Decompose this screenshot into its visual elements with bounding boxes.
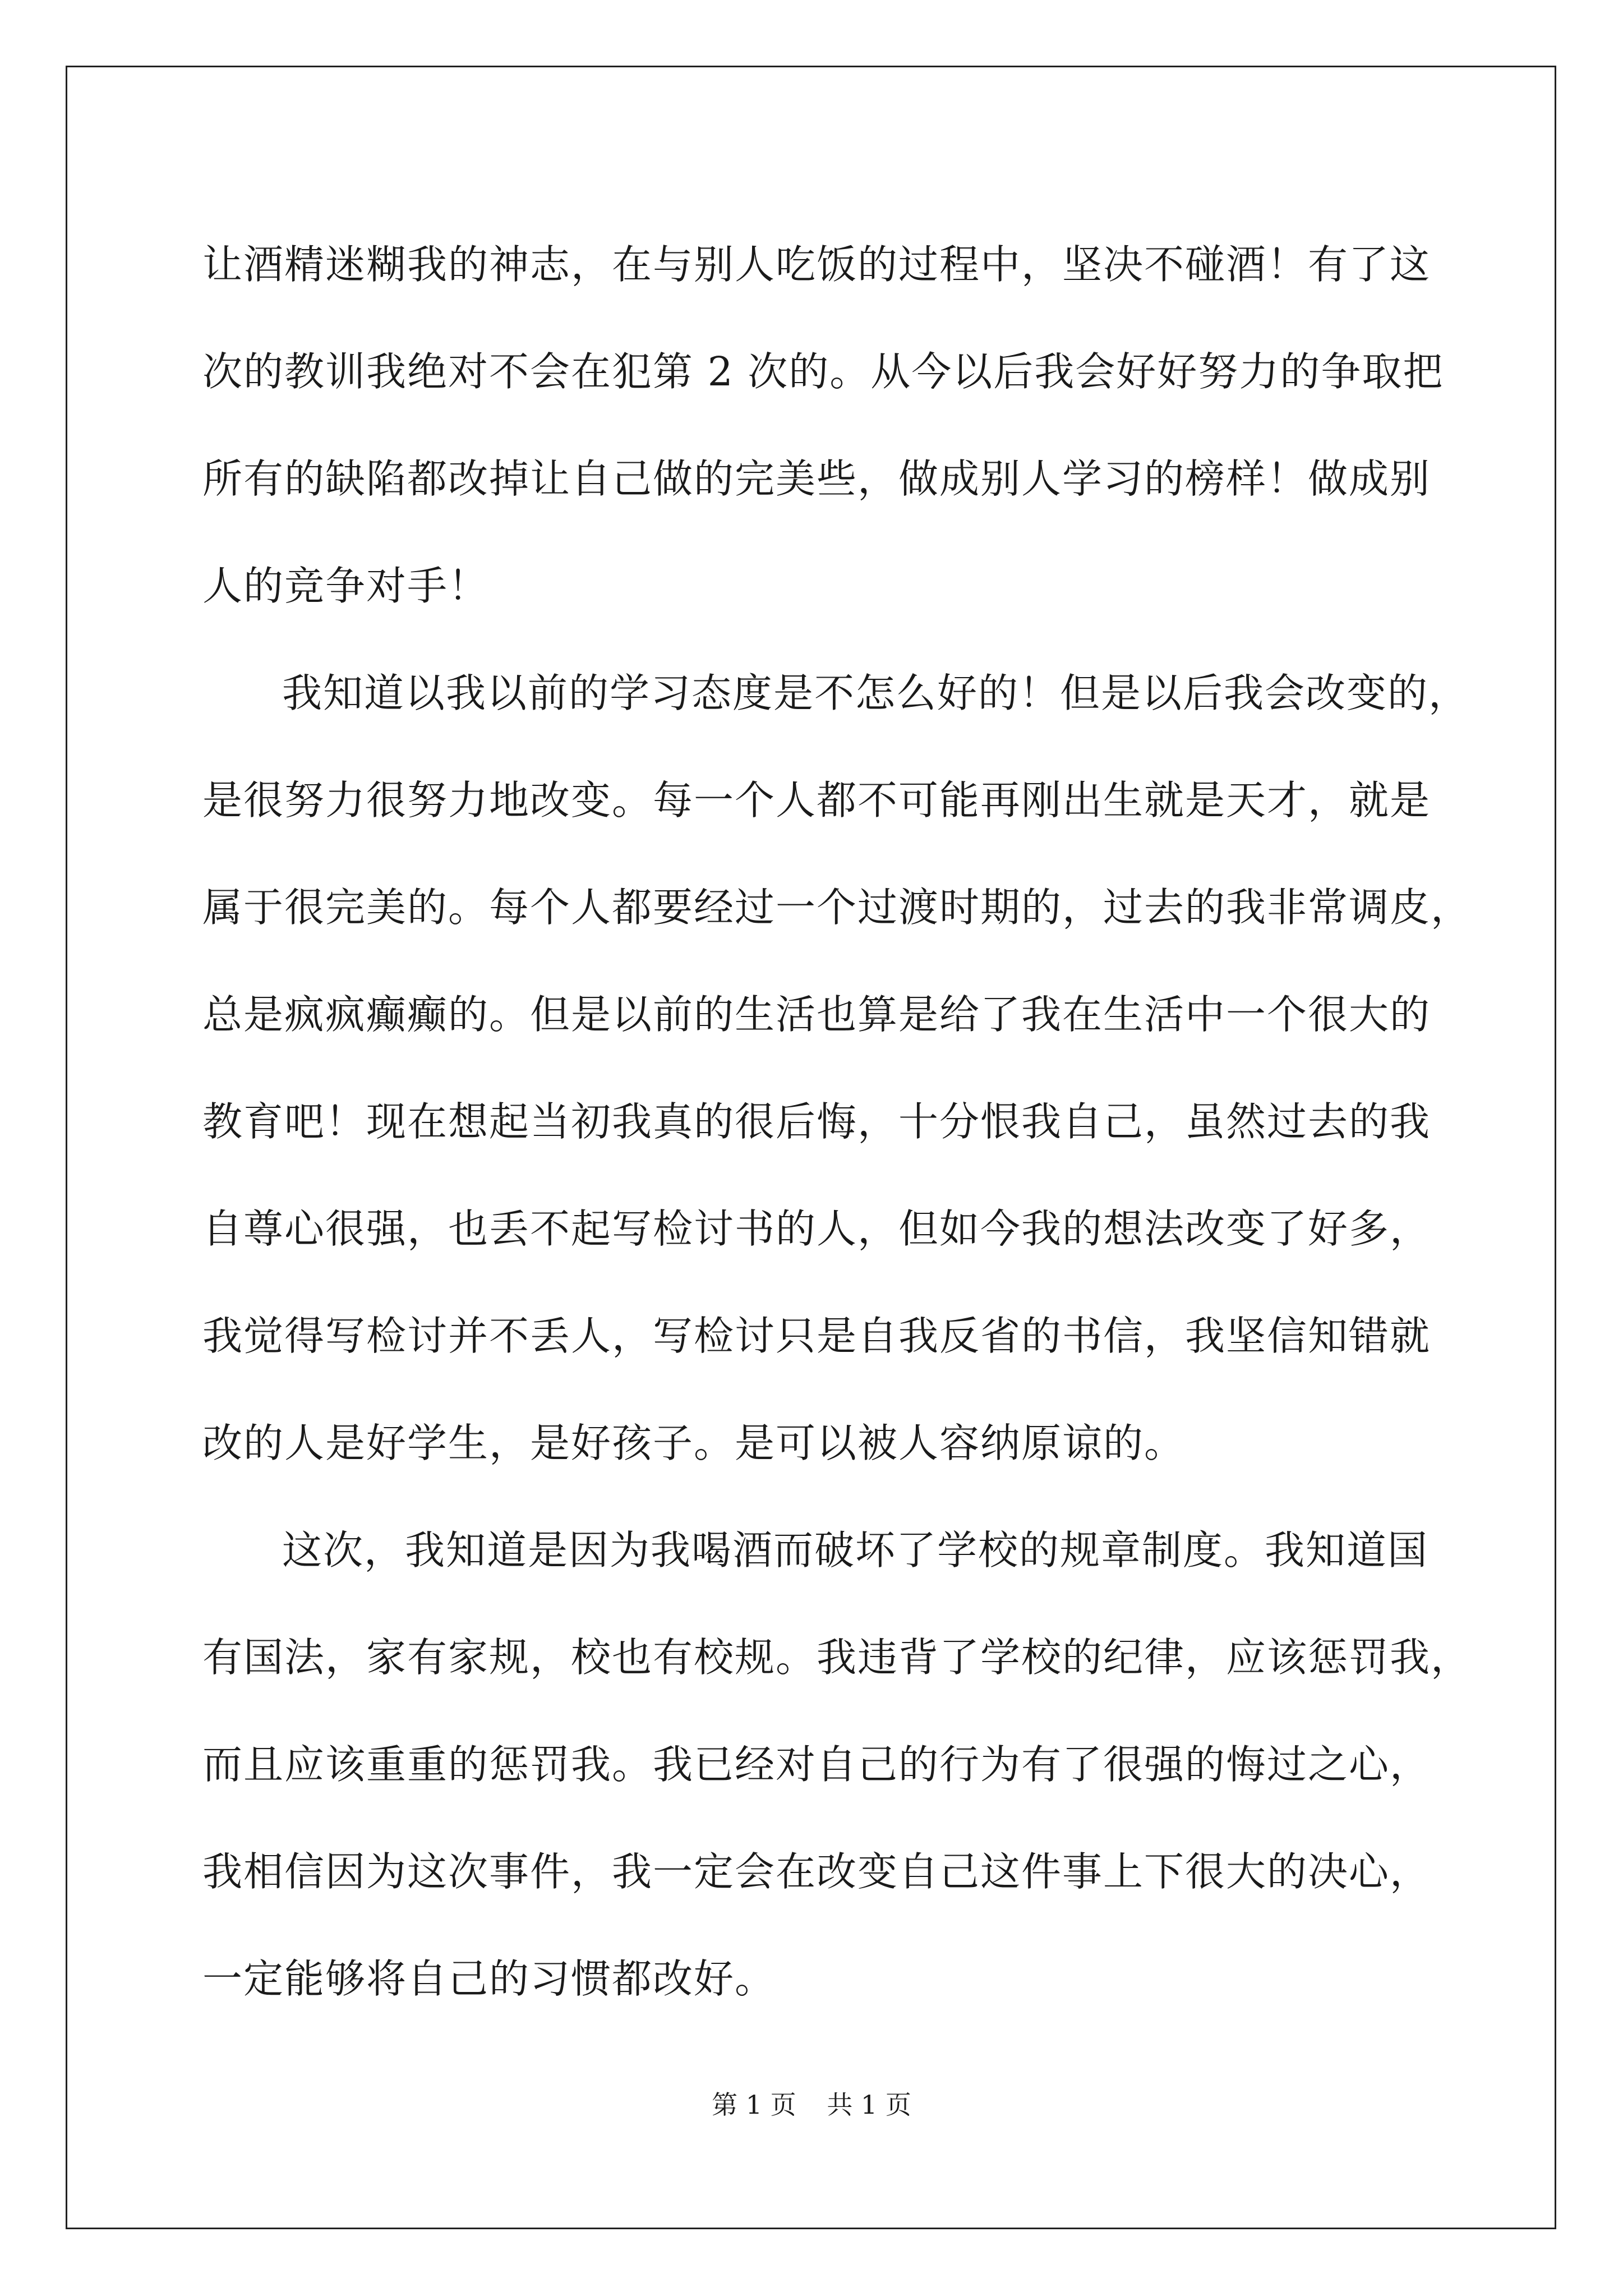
page-number: 第 1 页 [712,2090,796,2120]
text-line: 一定能够将自己的习惯都改好。 [202,1955,776,2002]
text-line: 属于很完美的。每个人都要经过一个过渡时期的，过去的我非常调皮， [202,884,1472,931]
paragraph-first-line: 这次，我知道是因为我喝酒而破坏了学校的规章制度。我知道国 [282,1527,1429,1573]
text-line: 自尊心很强，也丢不起写检讨书的人，但如今我的想法改变了好多， [202,1205,1431,1252]
text-line: 次的教训我绝对不会在犯第 2 次的。从今以后我会好好努力的争取把 [202,348,1444,395]
paragraph-first-line: 我知道以我以前的学习态度是不怎么好的！但是以后我会改变的， [282,670,1470,716]
text-line: 人的竞争对手！ [202,563,490,609]
text-line: 总是疯疯癫癫的。但是以前的生活也算是给了我在生活中一个很大的 [202,991,1431,1038]
text-line: 教育吧！现在想起当初我真的很后悔，十分恨我自己，虽然过去的我 [202,1098,1431,1145]
text-line: 让酒精迷糊我的神志，在与别人吃饭的过程中，坚决不碰酒！有了这 [202,241,1431,288]
text-line: 是很努力很努力地改变。每一个人都不可能再刚出生就是天才，就是 [202,777,1431,823]
text-line: 所有的缺陷都改掉让自己做的完美些，做成别人学习的榜样！做成别 [202,455,1431,502]
text-line: 有国法，家有家规，校也有校规。我违背了学校的纪律，应该惩罚我， [202,1634,1472,1681]
text-line: 我相信因为这次事件，我一定会在改变自己这件事上下很大的决心， [202,1848,1431,1895]
page-footer [0,2085,1623,2122]
document-body [202,211,1487,2032]
text-line: 而且应该重重的惩罚我。我已经对自己的行为有了很强的悔过之心， [202,1741,1431,1788]
text-line: 改的人是好学生，是好孩子。是可以被人容纳原谅的。 [202,1420,1186,1466]
text-line: 我觉得写检讨并不丢人，写检讨只是自我反省的书信，我坚信知错就 [202,1313,1431,1359]
page-total: 共 1 页 [827,2090,911,2120]
